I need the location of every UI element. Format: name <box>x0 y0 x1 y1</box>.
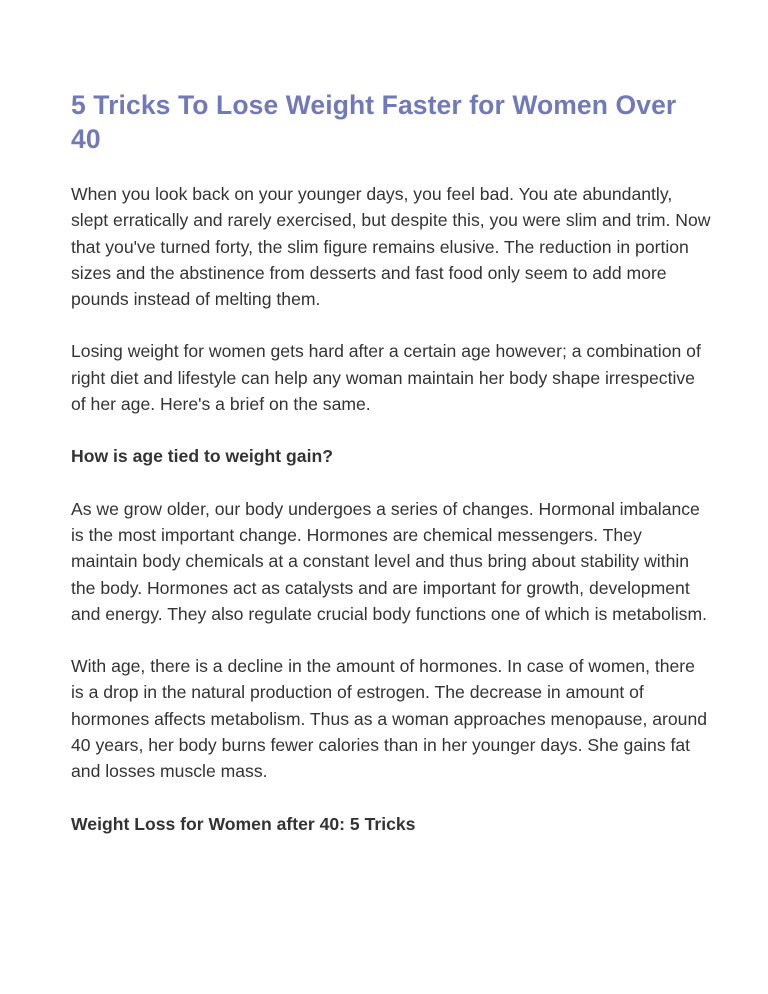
paragraph-decline: With age, there is a decline in the amount of hormones. In case of women, there is a drop in the natural production of estrogen. The decrease in amount of hormones affects metabolism. Thus as a woman approaches menopause, around 40 years, her body burns fewer calories than in her younger days. She gains fat and losses muscle mass. <box>71 656 708 782</box>
section-heading-five-tricks: Weight Loss for Women after 40: 5 Tricks <box>71 813 416 834</box>
paragraph-intro: When you look back on your younger days, you feel bad. You ate abundantly, slept erratically and rarely exercised, but despite this, you were slim and trim. Now that you've turned forty, the slim figure remains elusive. The reduction in portion sizes and the abstinence from desserts and fast food only seem to add more pounds instead of melting them. <box>71 184 711 310</box>
document-page <box>71 88 711 837</box>
section-heading-age-weight-gain: How is age tied to weight gain? <box>71 446 333 467</box>
document-title: 5 Tricks To Lose Weight Faster for Women Over 40 <box>71 90 677 154</box>
paragraph-overview: Losing weight for women gets hard after a certain age however; a combination of right diet and lifestyle can help any woman maintain her body shape irrespective of her age. Here's a brief on the same. <box>71 341 701 415</box>
paragraph-hormones: As we grow older, our body undergoes a series of changes. Hormonal imbalance is the most important change. Hormones are chemical messengers. They maintain body chemicals at a constant level and thus bring about stability within the body. Hormones act as catalysts and are important for growth, development and energy. They also regulate crucial body functions one of which is metabolism. <box>71 498 708 624</box>
